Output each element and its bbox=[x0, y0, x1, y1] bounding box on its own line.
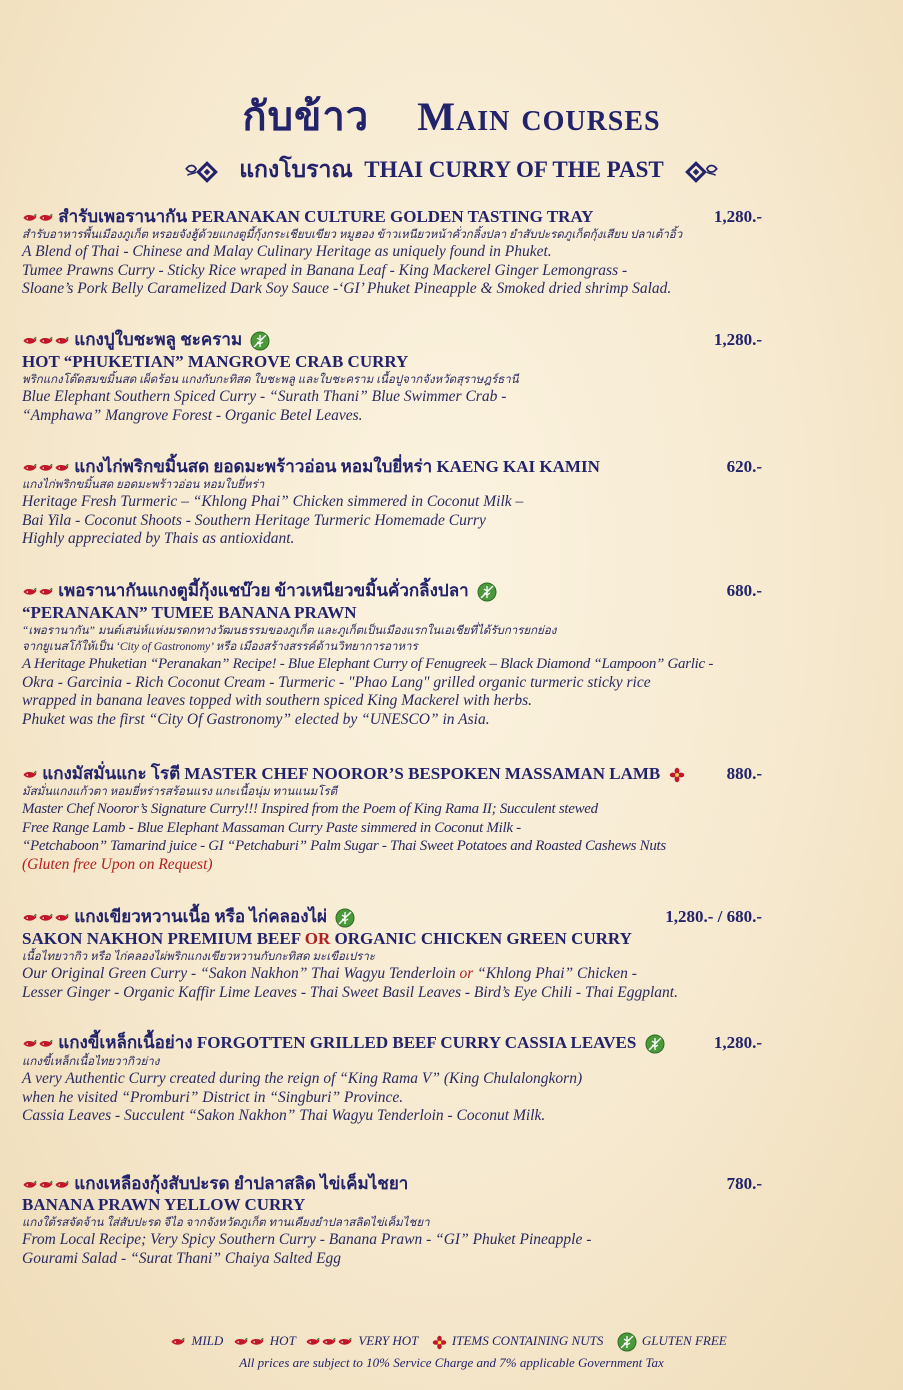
dish-massaman-lamb bbox=[22, 763, 762, 874]
dish-price: 780.- bbox=[726, 1174, 762, 1193]
gluten-free-note: (Gluten free Upon on Request) bbox=[22, 855, 213, 873]
english-description-line: A Blend of Thai - Chinese and Malay Culinary Heritage as uniquely found in Phuket. bbox=[22, 243, 552, 260]
chili-icon bbox=[321, 1337, 336, 1347]
thai-description: เนื้อไทยวากิว หรือ ไก่คลองไผ่พริกแกงเขียวหวานกับกะทิสด มะเขือเปราะ bbox=[22, 951, 375, 964]
english-description-line: Lesser Ginger - Organic Kaffir Lime Leaves - Thai Sweet Basil Leaves - Bird’s Eye Chili - Thai Eggplant. bbox=[22, 983, 678, 1001]
dish-header bbox=[22, 1173, 762, 1194]
dish-header bbox=[22, 906, 762, 928]
dish-name: แกงขี้เหล็กเนื้อย่าง FORGOTTEN GRILLED BEEF CURRY CASSIA LEAVES bbox=[58, 1033, 637, 1052]
description-part: Our Original Green Curry - “Sakon Nakhon” Thai Wagyu Tenderloin bbox=[22, 965, 460, 983]
thai-description: มัสมั่นแกงแก้วตา หอมยี่หร่ารสร้อนแรง แกะเนื้อนุ่ม ทานแนมโรตี bbox=[22, 786, 338, 798]
thai-description: แกงขี้เหล็กเนื้อไทยวากิวย่าง bbox=[22, 1056, 160, 1069]
dish-name: แกงปูใบชะพลู ชะคราม bbox=[74, 330, 243, 349]
english-description-line: Gourami Salad - “Surat Thani” Chaiya Salted Egg bbox=[22, 1249, 342, 1267]
chili-icon bbox=[54, 913, 69, 923]
right-ornament-icon bbox=[674, 160, 718, 184]
dish-price: 680.- bbox=[726, 581, 762, 600]
chili-icon bbox=[22, 587, 37, 597]
english-description-line: “Petchaboon” Tamarind juice - GI “Petchaburi” Palm Sugar - Thai Sweet Potatoes and Roasted Cashews Nuts bbox=[22, 838, 666, 855]
thai-description: แกงใต้รสจัดจ้าน ใส่สับปะรด จีไอ จากจังหวัดภูเก็ต ทานเคียงยำปลาสลิดไข่เค็มไชยา bbox=[22, 1217, 430, 1229]
service-charge-note: All prices are subject to 10% Service Charge and 7% applicable Government Tax bbox=[239, 1355, 664, 1370]
page-title bbox=[0, 84, 903, 148]
dish-english-title: HOT “PHUKETIAN” MANGROVE CRAB CURRY bbox=[22, 352, 409, 372]
chili-icon bbox=[54, 1180, 69, 1190]
chili-icon bbox=[22, 770, 37, 780]
chili-icon bbox=[38, 213, 53, 223]
dish-price: 1,280.- bbox=[713, 207, 762, 226]
dish-name: สำรับเพอรานากัน PERANAKAN CULTURE GOLDEN TASTING TRAY bbox=[58, 207, 594, 226]
chili-icon bbox=[305, 1337, 320, 1347]
english-description-line bbox=[22, 965, 762, 984]
description-or: or bbox=[459, 965, 474, 983]
chili-icon bbox=[38, 1180, 53, 1190]
english-description-line: Bai Yila - Coconut Shoots - Southern Heritage Turmeric Homemade Curry bbox=[22, 511, 486, 529]
dish-price: 1,280.- bbox=[713, 330, 762, 349]
thai-description: จากยูเนสโก้ให้เป็น ‘City of Gastronomy’ หรือ เมืองสร้างสรรค์ด้านวิทยาการอาหาร bbox=[22, 641, 418, 654]
dish-english-title: BANANA PRAWN YELLOW CURRY bbox=[22, 1195, 306, 1214]
chili-icon bbox=[38, 913, 53, 923]
legend-hot: HOT bbox=[269, 1332, 296, 1348]
english-description-line: Sloane’s Pork Belly Caramelized Dark Soy Sauce -‘GI’ Phuket Pineapple & Smoked dried shrimp Salad. bbox=[22, 280, 672, 298]
chili-icon bbox=[233, 1337, 248, 1347]
dish-kaeng-kai-kamin bbox=[22, 456, 762, 549]
english-description-line: when he visited “Promburi” District in “Singburi” Province. bbox=[22, 1088, 404, 1106]
dish-peranakan-tasting-tray bbox=[22, 206, 762, 299]
dish-name: เพอรานากันแกงตูมี้กุ้งแชบ๊วย ข้าวเหนียวขมิ้นคั่วกลิ้งปลา bbox=[58, 581, 469, 600]
dish-price: 1,280.- / 680.- bbox=[665, 907, 762, 926]
chili-icon bbox=[38, 587, 53, 597]
gluten-free-icon bbox=[335, 908, 355, 928]
dish-header bbox=[22, 1032, 762, 1054]
dish-english-title bbox=[22, 928, 762, 949]
chili-icon bbox=[54, 336, 69, 346]
english-description-line: Free Range Lamb - Blue Elephant Massaman Curry Paste simmered in Coconut Milk - bbox=[22, 819, 521, 836]
chili-icon bbox=[38, 463, 53, 473]
dish-header bbox=[22, 456, 762, 477]
english-description-line: From Local Recipe; Very Spicy Southern Curry - Banana Prawn - “GI” Phuket Pineapple - bbox=[22, 1231, 592, 1248]
dish-name: แกงเขียวหวานเนื้อ หรือ ไก่คลองไผ่ bbox=[74, 907, 328, 926]
chili-icon bbox=[337, 1337, 352, 1347]
chili-icon bbox=[22, 1180, 37, 1190]
chili-icon bbox=[249, 1337, 264, 1347]
english-description-line: “Amphawa” Mangrove Forest - Organic Betel Leaves. bbox=[22, 406, 363, 424]
thai-description: สำรับอาหารพื้นเมืองภูเก็ต หรอยจังฮู้ด้วยแกงตูมี้กุ้งกระเชียบเขียว หมูฮอง ข้าวเหนียวหน้าคั่วกลิ้งปลา ยำสับปะรดภูเก็ตกุ้งเสียบ ปลาเต้าอิ้ว bbox=[22, 229, 683, 241]
english-description-line: Heritage Fresh Turmeric – “Khlong Phai” Chicken simmered in Coconut Milk – bbox=[22, 493, 524, 510]
english-description-line: A very Authentic Curry created during the reign of “King Rama V” (King Chulalongkorn) bbox=[22, 1070, 583, 1088]
dish-header bbox=[22, 580, 762, 602]
nut-icon bbox=[432, 1335, 447, 1350]
legend-nuts: ITEMS CONTAINING NUTS bbox=[451, 1332, 604, 1348]
dish-tumee-banana-prawn bbox=[22, 580, 762, 729]
gluten-free-icon bbox=[250, 331, 270, 351]
english-description-line: Okra - Garcinia - Rich Coconut Cream - Turmeric - "Phao Lang" grilled organic turmeric sticky rice bbox=[22, 673, 651, 691]
page-title-thai: กับข้าว bbox=[242, 94, 370, 139]
legend-mild: MILD bbox=[191, 1332, 224, 1348]
left-ornament-icon bbox=[185, 160, 229, 184]
dish-cassia-beef-curry bbox=[22, 1032, 762, 1126]
english-description-line: Blue Elephant Southern Spiced Curry - “Surath Thani” Blue Swimmer Crab - bbox=[22, 388, 507, 406]
nut-icon bbox=[669, 767, 685, 783]
english-description-line: Cassia Leaves - Succulent “Sakon Nakhon” Thai Wagyu Tenderloin - Coconut Milk. bbox=[22, 1107, 546, 1125]
dish-name: แกงไก่พริกขมิ้นสด ยอดมะพร้าวอ่อน หอมใบยี่หร่า KAENG KAI KAMIN bbox=[74, 457, 600, 476]
thai-description: “เพอรานากัน” มนต์เสน่ห์แห่งมรดกทางวัฒนธรรมของภูเก็ต และภูเก็ตเป็นเมืองแรกในเอเชียที่ได้รับการยกย่อง bbox=[22, 625, 557, 638]
english-description-line: Master Chef Nooror’s Signature Curry!!! Inspired from the Poem of King Rama II; Succulent stewed bbox=[22, 801, 598, 817]
english-description-line: Highly appreciated by Thais as antioxidant. bbox=[22, 530, 295, 548]
gluten-free-icon bbox=[645, 1034, 665, 1054]
title-part: ORGANIC CHICKEN GREEN CURRY bbox=[330, 929, 632, 949]
title-part: SAKON NAKHON PREMIUM BEEF bbox=[22, 929, 305, 949]
dish-green-curry bbox=[22, 906, 762, 1002]
section-title-english: THAI CURRY OF THE PAST bbox=[364, 157, 664, 182]
dish-header bbox=[22, 763, 762, 784]
gluten-free-icon bbox=[477, 582, 497, 602]
dish-english-title: “PERANAKAN” TUMEE BANANA PRAWN bbox=[22, 603, 357, 623]
legend-gluten-free: GLUTEN FREE bbox=[641, 1332, 727, 1348]
legend bbox=[0, 1332, 903, 1352]
dish-price: 1,280.- bbox=[713, 1033, 762, 1052]
section-title bbox=[0, 152, 903, 188]
chili-icon bbox=[38, 336, 53, 346]
english-description-line: wrapped in banana leaves topped with southern spiced King Mackerel with herbs. bbox=[22, 692, 533, 710]
section-title-thai: แกงโบราณ bbox=[239, 157, 353, 182]
english-description-line: A Heritage Phuketian “Peranakan” Recipe! - Blue Elephant Curry of Fenugreek – Black Diamond “Lampoon” Garlic - bbox=[22, 656, 714, 673]
english-description-line: Tumee Prawns Curry - Sticky Rice wraped in Banana Leaf - King Mackerel Ginger Lemongrass - bbox=[22, 261, 628, 279]
dish-mangrove-crab-curry bbox=[22, 329, 762, 425]
dish-name: แกงมัสมั่นแกะ โรตี MASTER CHEF NOOROR’S BESPOKEN MASSAMAN LAMB bbox=[42, 764, 661, 783]
dish-name: แกงเหลืองกุ้งสับปะรด ยำปลาสลิด ไข่เค็มไชยา bbox=[74, 1174, 409, 1193]
legend-very-hot: VERY HOT bbox=[358, 1332, 419, 1348]
dish-yellow-curry bbox=[22, 1173, 762, 1268]
chili-icon bbox=[22, 336, 37, 346]
chili-icon bbox=[22, 213, 37, 223]
chili-icon bbox=[54, 463, 69, 473]
title-or: OR bbox=[304, 929, 331, 949]
english-description-line: Phuket was the first “City Of Gastronomy” elected by “UNESCO” in Asia. bbox=[22, 710, 490, 728]
thai-description: แกงไก่พริกขมิ้นสด ยอดมะพร้าวอ่อน หอมใบยี่หร่า bbox=[22, 479, 265, 491]
dish-header bbox=[22, 329, 762, 351]
dish-price: 620.- bbox=[726, 457, 762, 476]
page-title-english: Main courses bbox=[417, 94, 661, 139]
chili-icon bbox=[22, 1039, 37, 1049]
gluten-free-icon bbox=[617, 1332, 637, 1352]
dish-header bbox=[22, 206, 762, 227]
dish-price: 880.- bbox=[726, 764, 762, 783]
chili-icon bbox=[22, 463, 37, 473]
description-part: “Khlong Phai” Chicken - bbox=[473, 965, 637, 983]
chili-icon bbox=[170, 1337, 185, 1347]
chili-icon bbox=[22, 913, 37, 923]
thai-description: พริกแกงโต๊ดสมขมิ้นสด เผ็ดร้อน แกงกับกะทิสด ใบชะพลู และใบชะคราม เนื้อปูจากจังหวัดสุราษฎร์ธานี bbox=[22, 374, 519, 387]
chili-icon bbox=[38, 1039, 53, 1049]
